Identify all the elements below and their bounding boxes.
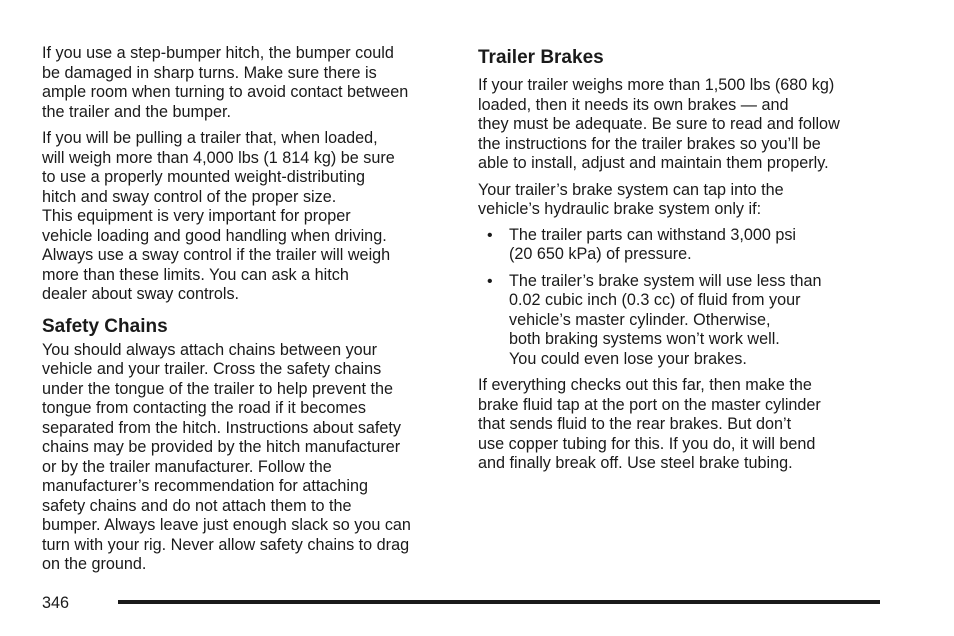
safety-chains-paragraph: You should always attach chains between your vehicle and your trailer. Cross the safety chains under the tongue of the trailer to help prevent the tongue from contacting the road if it becomes separated from the hitch. Instructions about safety chains may be provided by the hitch manufacturer or by the trailer manufacturer. Follow the manufacturer’s recommendation for attaching safety chains and do not attach them to the bumper. Always leave just enough slack so you can turn with your rig. Never allow safety chains to drag on the ground. [42,340,411,573]
brake-system-intro-paragraph: Your trailer’s brake system can tap into the vehicle’s hydraulic brake system only if: [478,180,784,218]
weight-distributing-paragraph: If you will be pulling a trailer that, when loaded, will weigh more than 4,000 lbs (1 814 kg) be sure to use a properly mounted weight-distributing hitch and sway control of the proper size. This equipment is very important for proper vehicle loading and good handling when driving. Always use a sway control if the trailer will weigh more than these limits. You can ask a hitch dealer about sway controls. [42,129,395,303]
bumper-hitch-paragraph: If you use a step-bumper hitch, the bumper could be damaged in sharp turns. Make sure there is ample room when turning to avoid contact between the trailer and the bumper. [42,44,409,121]
bullet-icon: • [487,272,493,290]
trailer-brakes-heading: Trailer Brakes [478,47,604,68]
list-item-text: The trailer’s brake system will use less than 0.02 cubic inch (0.3 cc) of fluid from your vehicle’s master cylinder. Otherwise, both braking systems won’t work well. You could even lose your brakes. [509,271,822,368]
brake-fluid-tap-paragraph: If everything checks out this far, then make the brake fluid tap at the port on the master cylinder that sends fluid to the rear brakes. But don’t use copper tubing for this. If you do, it will bend and finally break off. Use steel brake tubing. [478,376,821,472]
left-column [42,44,452,575]
list-item-text: The trailer parts can withstand 3,000 psi (20 650 kPa) of pressure. [509,225,797,263]
list-item [478,272,888,370]
list-item [478,226,888,265]
bullet-icon: • [487,226,493,244]
right-column [478,46,888,474]
brake-conditions-list [478,226,888,370]
page-number: 346 [42,594,70,612]
footer-divider [118,600,880,604]
safety-chains-heading: Safety Chains [42,315,168,337]
trailer-weight-paragraph: If your trailer weighs more than 1,500 lbs (680 kg) loaded, then it needs its own brakes — and they must be adequate. Be sure to read and follow the instructions for the trailer brakes so you’ll be able to install, adjust and maintain them properly. [478,76,840,172]
